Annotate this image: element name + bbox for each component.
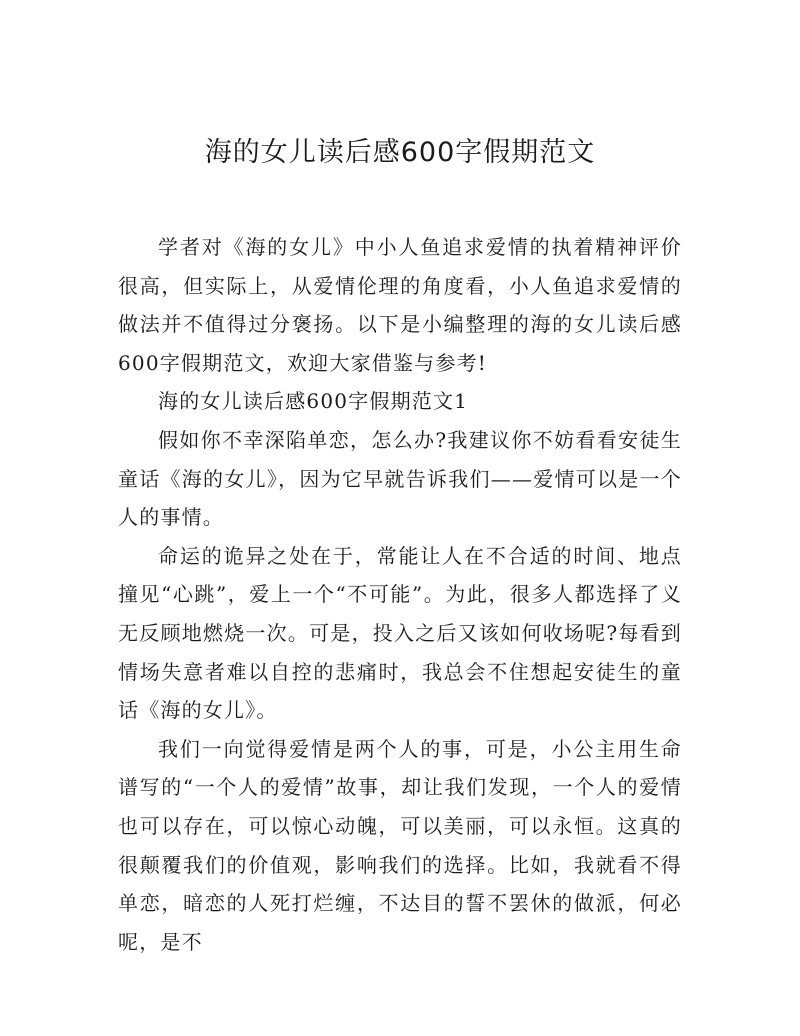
body-paragraph: 命运的诡异之处在于，常能让人在不合适的时间、地点撞见“心跳”，爱上一个“不可能”。为此，很多人都选择了义无反顾地燃烧一次。可是，投入之后又该如何收场呢?每看到情场失意者难以自控的悲痛时，我总会不住想起安徒生的童话《海的女儿》。	[118, 543, 682, 723]
document-title: 海的女儿读后感600字假期范文	[204, 137, 596, 168]
intro-paragraph: 学者对《海的女儿》中小人鱼追求爱情的执着精神评价很高，但实际上，从爱情伦理的角度看，小人鱼追求爱情的做法并不值得过分褒扬。以下是小编整理的海的女儿读后感600字假期范文，欢迎大家借鉴与参考!	[118, 235, 682, 375]
body-paragraph: 假如你不幸深陷单恋，怎么办?我建议你不妨看看安徒生童话《海的女儿》，因为它早就告诉我们——爱情可以是一个人的事情。	[118, 427, 682, 530]
document-body	[118, 228, 682, 961]
body-paragraph: 我们一向觉得爱情是两个人的事，可是，小公主用生命谱写的“一个人的爱情”故事，却让我们发现，一个人的爱情也可以存在，可以惊心动魄，可以美丽，可以永恒。这真的很颠覆我们的价值观，影响我们的选择。比如，我就看不得单恋，暗恋的人死打烂缠，不达目的誓不罢休的做派，何必呢，是不	[118, 736, 682, 954]
section-heading: 海的女儿读后感600字假期范文1	[158, 389, 469, 414]
